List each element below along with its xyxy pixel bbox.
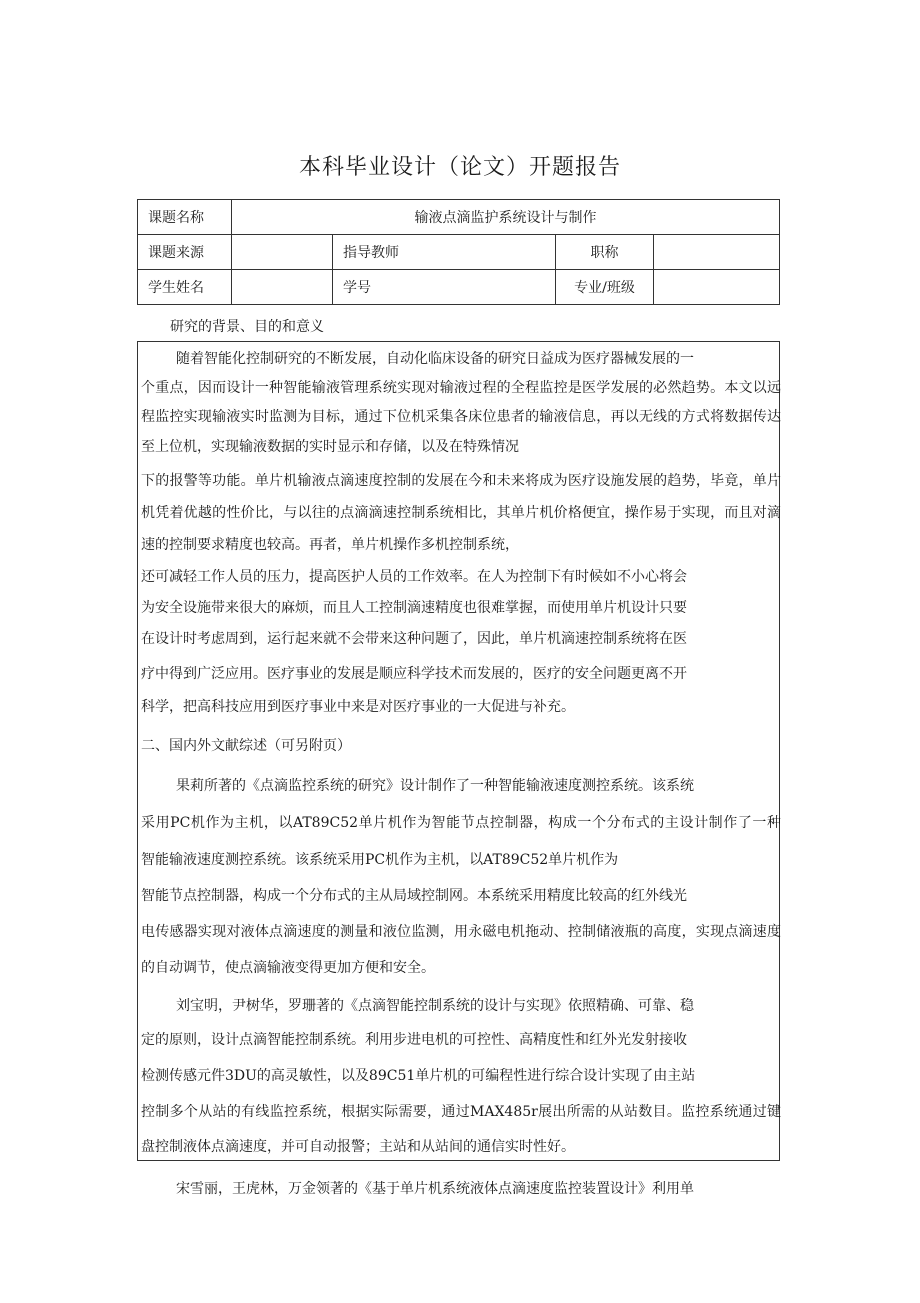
text-line: 定的原则，设计点滴智能控制系统。利用步进电机的可控性、高精度性和红外光发射接收: [141, 1032, 687, 1048]
text-line: 电传感器实现对液体点滴速度的测量和液位监测，用永磁电机拖动、控制储液瓶的高度，实现点滴速度: [141, 924, 781, 940]
student-value: [232, 270, 333, 305]
section1-heading: 研究的背景、目的和意义: [170, 319, 324, 335]
section2-heading: 二、国内外文献综述（可另附页）: [141, 738, 351, 754]
table-row: [138, 235, 780, 270]
info-table: [137, 199, 780, 305]
text-line: 还可减轻工作人员的压力，提高医护人员的工作效率。在人为控制下有时候如不小心将会: [141, 569, 687, 585]
rank-value: [654, 235, 780, 270]
id-label: 学号: [333, 270, 556, 305]
table-row: [138, 270, 780, 305]
text-line: 检测传感元件3DU的高灵敏性，以及89C51单片机的可编程性进行综合设计实现了由主站: [141, 1068, 696, 1084]
source-value: [232, 235, 333, 270]
text-line: 至上位机，实现输液数据的实时显示和存储，以及在特殊情况: [141, 439, 519, 455]
table-row: [138, 200, 780, 235]
text-line: 采用PC机作为主机，以AT89C52单片机作为智能节点控制器，构成一个分布式的主设计制作了一种: [141, 815, 781, 831]
text-line: 宋雪丽，王虎林，万金领著的《基于单片机系统液体点滴速度监控装置设计》利用单: [176, 1181, 694, 1197]
text-line: 在设计时考虑周到，运行起来就不会带来这种问题了，因此，单片机滴速控制系统将在医: [141, 631, 687, 647]
text-line: 控制多个从站的有线监控系统，根据实际需要，通过MAX485r展出所需的从站数目。监控系统通过键: [141, 1104, 781, 1120]
text-line: 为安全设施带来很大的麻烦，而且人工控制滴速精度也很难掌握，而使用单片机设计只要: [141, 600, 687, 616]
text-line: 的自动调节，使点滴输液变得更加方便和安全。: [141, 960, 435, 976]
text-line: 智能输液速度测控系统。该系统采用PC机作为主机，以AT89C52单片机作为: [141, 852, 619, 868]
major-value: [654, 270, 780, 305]
text-line: 科学，把高科技应用到医疗事业中来是对医疗事业的一大促进与补充。: [141, 699, 575, 715]
source-label: 课题来源: [138, 235, 232, 270]
student-label: 学生姓名: [138, 270, 232, 305]
text-line: 速的控制要求精度也较高。再者，单片机操作多机控制系统，: [141, 537, 519, 553]
text-line: 随着智能化控制研究的不断发展，自动化临床设备的研究日益成为医疗器械发展的一: [176, 351, 694, 367]
page-title: 本科毕业设计（论文）开题报告: [298, 155, 621, 180]
text-line: 盘控制液体点滴速度，并可自动报警；主站和从站间的通信实时性好。: [141, 1139, 575, 1155]
topic-label: 课题名称: [138, 200, 232, 235]
text-line: 程监控实现输液实时监测为目标，通过下位机采集各床位患者的输液信息，再以无线的方式将数据传达: [141, 409, 781, 425]
text-line: 个重点，因而设计一种智能输液管理系统实现对输液过程的全程监控是医学发展的必然趋势。本文以远: [141, 380, 781, 396]
text-line: 疗中得到广泛应用。医疗事业的发展是顺应科学技术而发展的，医疗的安全问题更离不开: [141, 666, 687, 682]
text-line: 机凭着优越的性价比，与以往的点滴滴速控制系统相比，其单片机价格便宜，操作易于实现，而且对滴: [141, 505, 781, 521]
text-line: 下的报警等功能。单片机输液点滴速度控制的发展在今和未来将成为医疗设施发展的趋势，毕竟，单片: [141, 473, 781, 489]
topic-value: 输液点滴监护系统设计与制作: [232, 200, 780, 235]
text-line: 智能节点控制器，构成一个分布式的主从局域控制网。本系统采用精度比较高的红外线光: [141, 888, 687, 904]
text-line: 果莉所著的《点滴监控系统的研究》设计制作了一种智能输液速度测控系统。该系统: [176, 778, 694, 794]
rank-label: 职称: [556, 235, 654, 270]
advisor-label: 指导教师: [333, 235, 556, 270]
text-line: 刘宝明，尹树华，罗珊著的《点滴智能控制系统的设计与实现》依照精确、可靠、稳: [176, 998, 694, 1014]
major-label: 专业/班级: [556, 270, 654, 305]
